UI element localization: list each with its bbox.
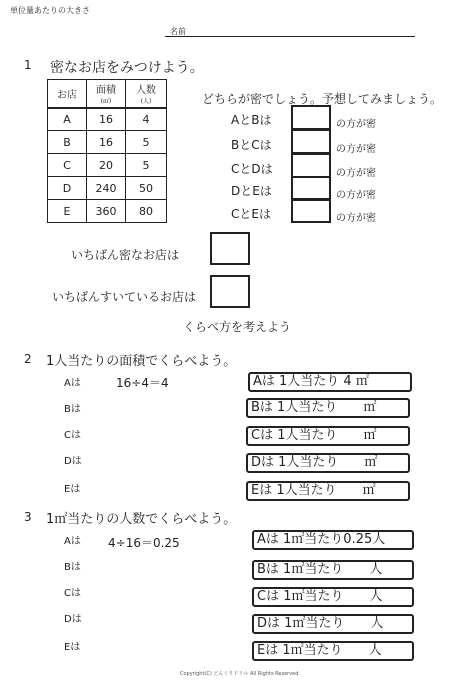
table-cell: 5 (126, 131, 167, 154)
comparison-label: CとEは (231, 207, 271, 221)
q2-label-d: Dは (64, 456, 82, 467)
table-header-row (48, 80, 167, 108)
q2-answer-box-c[interactable]: Cは 1人当たり ㎡ (246, 426, 410, 446)
table-cell: D (48, 177, 87, 200)
q3-label-c: Cは (64, 588, 81, 599)
q2-answer-box-a[interactable]: Aは 1人当たり 4 ㎡ (248, 372, 412, 392)
least-dense-label: いちばんすいているお店は (52, 290, 197, 304)
q1-number: 1 (24, 58, 32, 72)
comparison-suffix: の方が密 (336, 213, 376, 224)
table-cell: 50 (126, 177, 167, 200)
q2-answer-box-b[interactable]: Bは 1人当たり ㎡ (246, 398, 410, 418)
comparison-answer-box[interactable] (291, 105, 331, 130)
q3-prompt: 1㎡当たりの人数でくらべよう。 (46, 512, 237, 527)
table-header: お店 (48, 80, 87, 108)
q3-answer-box-b[interactable]: Bは 1㎡当たり 人 (252, 560, 414, 580)
table-cell: E (48, 200, 87, 223)
table-row (48, 108, 167, 131)
table-cell: B (48, 131, 87, 154)
method-heading: くらべ方を考えよう (183, 320, 292, 334)
table-cell: 4 (126, 108, 167, 131)
most-dense-label: いちばん密なお店は (71, 248, 180, 262)
q3-answer-box-e[interactable]: Eは 1㎡当たり 人 (252, 641, 414, 661)
comparison-suffix: の方が密 (336, 119, 376, 130)
copyright: Copyright(C) どんぐりドリル All Rights Reserved. (180, 671, 301, 677)
name-label: 名前 (170, 27, 186, 36)
q3-label-d: Dは (64, 614, 82, 625)
table-row (48, 177, 167, 200)
comparison-label: DとEは (231, 184, 272, 198)
q2-prompt: 1人当たりの面積でくらべよう。 (46, 354, 237, 369)
comparison-suffix: の方が密 (336, 190, 376, 201)
q2-answer-box-e[interactable]: Eは 1人当たり ㎡ (246, 481, 410, 501)
comparison-suffix: の方が密 (336, 144, 376, 155)
table-row (48, 200, 167, 223)
q2-label-c: Cは (64, 430, 81, 441)
table-cell: C (48, 154, 87, 177)
shop-table (47, 79, 167, 223)
table-cell: 240 (87, 177, 126, 200)
least-dense-answer-box[interactable] (210, 275, 250, 308)
table-cell: 5 (126, 154, 167, 177)
q3-example: 4÷16＝0.25 (108, 536, 180, 550)
table-cell: 80 (126, 200, 167, 223)
q3-answer-box-d[interactable]: Dは 1㎡当たり 人 (252, 614, 414, 634)
comparison-label: CとDは (231, 162, 273, 176)
comparison-label: BとCは (231, 138, 272, 152)
q2-answer-box-d[interactable]: Dは 1人当たり ㎡ (246, 453, 410, 473)
q3-label-b: Bは (64, 562, 81, 573)
table-header: 面積 (㎡) (87, 80, 126, 108)
q1-prompt: 密なお店をみつけよう。 (50, 60, 204, 76)
table-cell: 16 (87, 108, 126, 131)
table-cell: 360 (87, 200, 126, 223)
table-row (48, 131, 167, 154)
name-line[interactable] (165, 36, 415, 37)
q2-number: 2 (24, 352, 32, 366)
q3-label-a: Aは (64, 536, 81, 547)
q3-number: 3 (24, 510, 32, 524)
document-title: 単位量あたりの大きさ (10, 6, 90, 15)
table-row (48, 154, 167, 177)
most-dense-answer-box[interactable] (210, 232, 250, 265)
q3-answer-box-a[interactable]: Aは 1㎡当たり0.25人 (252, 530, 414, 550)
q2-label-e: Eは (64, 484, 81, 495)
q2-example: 16÷4＝4 (116, 376, 169, 390)
comparison-answer-box[interactable] (291, 129, 331, 154)
comparison-answer-box[interactable] (291, 153, 331, 178)
comparison-answer-box[interactable] (291, 198, 331, 223)
comparison-label: AとBは (231, 113, 272, 127)
q3-answer-box-c[interactable]: Cは 1㎡当たり 人 (252, 587, 414, 607)
comparison-suffix: の方が密 (336, 168, 376, 179)
table-header: 人数 (人) (126, 80, 167, 108)
table-cell: A (48, 108, 87, 131)
q1-instruction: どちらが密でしょう。予想してみましょう。 (202, 92, 443, 106)
q2-label-b: Bは (64, 404, 81, 415)
q3-label-e: Eは (64, 642, 81, 653)
table-cell: 16 (87, 131, 126, 154)
table-cell: 20 (87, 154, 126, 177)
q2-label-a: Aは (64, 378, 81, 389)
